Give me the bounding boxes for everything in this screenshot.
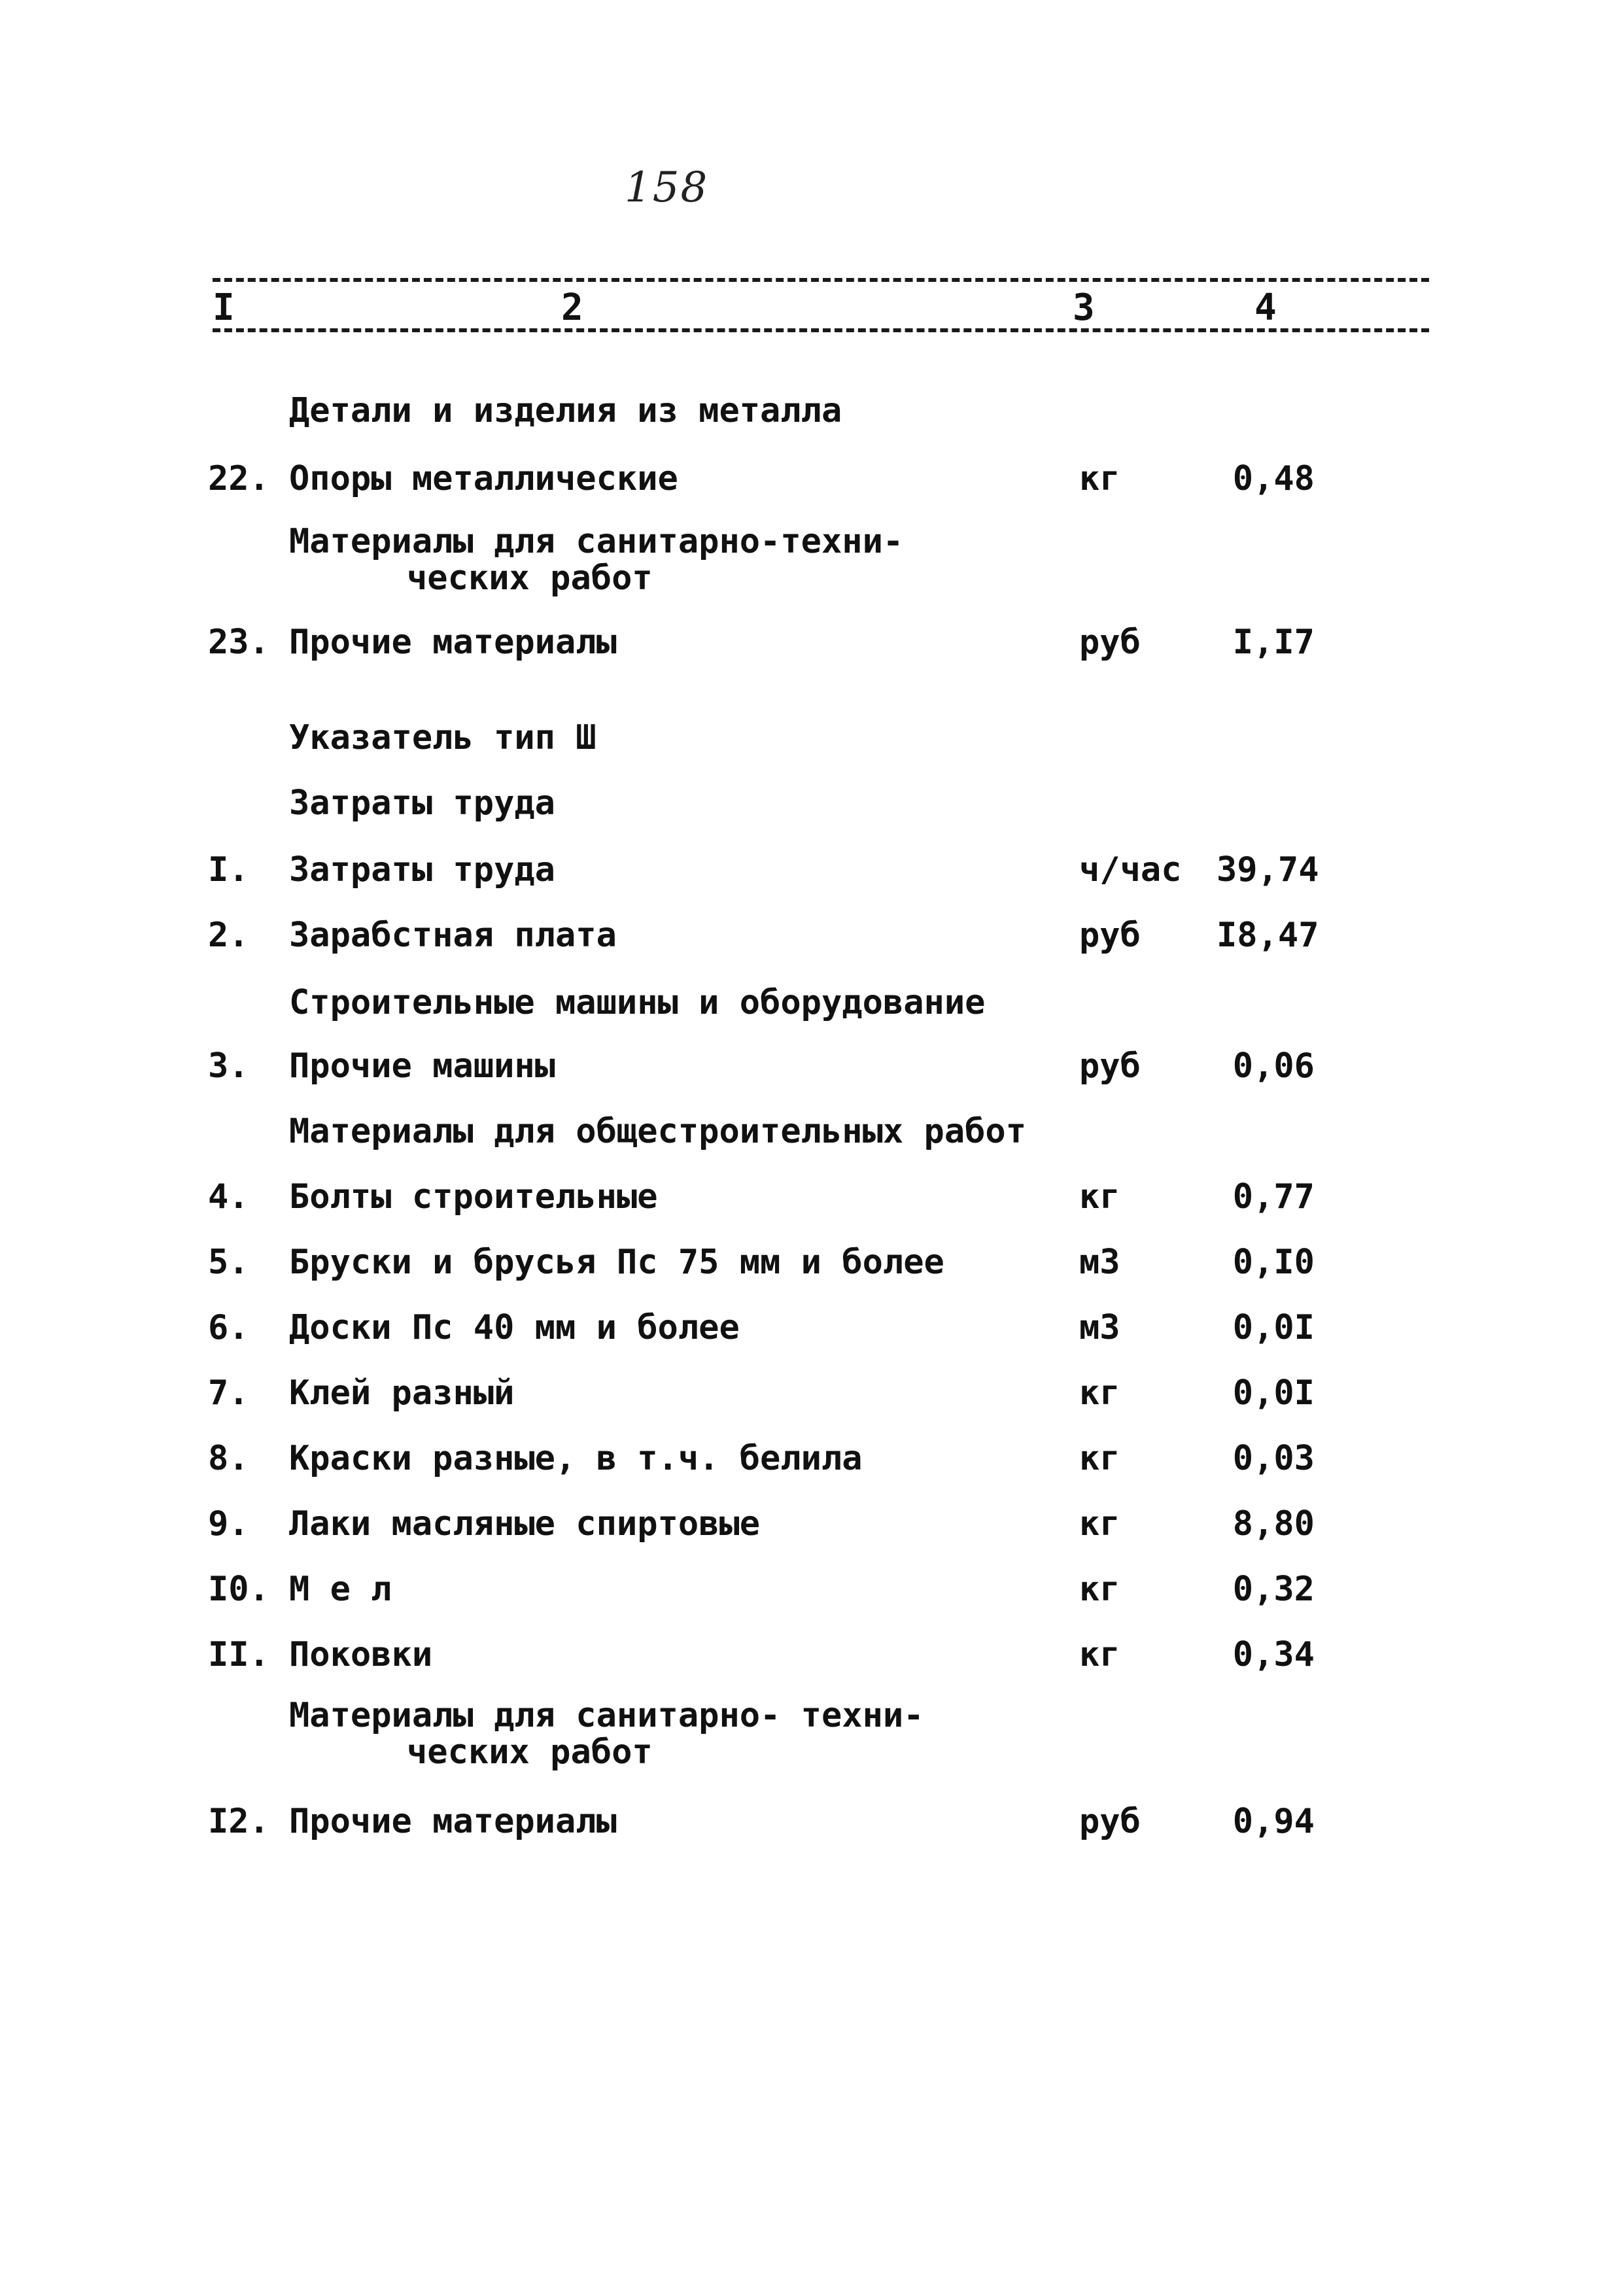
table-row	[0, 1243, 1624, 1288]
table-header-rule	[213, 328, 1429, 332]
row-name: Клей разный	[289, 1373, 515, 1413]
section-heading-line: Материалы для санитарно-техни-	[289, 522, 904, 561]
table-row	[0, 1635, 1624, 1681]
row-num: 22.	[208, 459, 269, 498]
section-heading-line: Материалы для общестроительных работ	[289, 1112, 1027, 1151]
row-name: Краски разные, в т.ч. белила	[289, 1439, 863, 1478]
row-name: Прочие материалы	[289, 623, 617, 662]
table-row	[0, 1504, 1624, 1550]
row-num: 4.	[208, 1177, 249, 1217]
section-heading	[289, 392, 842, 429]
section-heading-line: Детали и изделия из металла	[289, 391, 842, 430]
row-unit: кг	[1079, 1504, 1120, 1544]
table-row	[0, 850, 1624, 896]
row-unit: ч/час	[1079, 850, 1182, 889]
row-unit: кг	[1079, 1570, 1120, 1609]
table-row	[0, 1308, 1624, 1354]
row-value: 0,32	[1232, 1570, 1315, 1609]
row-num: I2.	[208, 1802, 269, 1841]
section-heading	[289, 1113, 1026, 1150]
row-name: Затраты труда	[289, 850, 555, 889]
row-value: I8,47	[1217, 916, 1319, 955]
row-num: 8.	[208, 1439, 249, 1478]
row-value: 0,0I	[1232, 1308, 1315, 1347]
row-name: Лаки масляные спиртовые	[289, 1504, 761, 1544]
row-value: 0,03	[1232, 1439, 1315, 1478]
row-unit: кг	[1079, 1177, 1120, 1217]
section-heading-line: ческих работ	[407, 559, 653, 598]
row-num: 7.	[208, 1373, 249, 1413]
row-name: Доски Пс 40 мм и более	[289, 1308, 740, 1347]
row-num: II.	[208, 1635, 269, 1674]
row-num: 9.	[208, 1504, 249, 1544]
section-heading-line: Указатель тип Ш	[289, 718, 596, 757]
row-name: Поковки	[289, 1635, 433, 1674]
row-num: I.	[208, 850, 249, 889]
row-num: 5.	[208, 1243, 249, 1282]
row-num: 6.	[208, 1308, 249, 1347]
table-row	[0, 1802, 1624, 1848]
row-value: 0,77	[1232, 1177, 1315, 1217]
table-row	[0, 1177, 1624, 1223]
row-num: 2.	[208, 916, 249, 955]
row-unit: кг	[1079, 1439, 1120, 1478]
row-unit: кг	[1079, 459, 1120, 498]
table-top-rule	[213, 278, 1429, 282]
row-unit: руб	[1079, 1046, 1141, 1086]
row-value: 0,I0	[1232, 1243, 1315, 1282]
row-unit: руб	[1079, 623, 1141, 662]
row-name: М е л	[289, 1570, 392, 1609]
section-heading-line: Материалы для санитарно- техни-	[289, 1696, 924, 1735]
row-name: Опоры металлические	[289, 459, 678, 498]
table-row	[0, 1373, 1624, 1419]
row-unit: кг	[1079, 1635, 1120, 1674]
header-col-2: 2	[561, 286, 583, 329]
section-heading	[289, 523, 903, 596]
table-row	[0, 459, 1624, 505]
row-value: 0,06	[1232, 1046, 1315, 1086]
section-heading-line: Затраты труда	[289, 784, 555, 823]
row-value: 0,48	[1232, 459, 1315, 498]
row-unit: руб	[1079, 916, 1141, 955]
table-row	[0, 623, 1624, 668]
row-value: 0,94	[1232, 1802, 1315, 1841]
table-row	[0, 1046, 1624, 1092]
table-row	[0, 1570, 1624, 1615]
row-name: Прочие машины	[289, 1046, 555, 1086]
section-heading-line: ческих работ	[407, 1733, 653, 1772]
row-value: 39,74	[1217, 850, 1319, 889]
row-unit: м3	[1079, 1308, 1120, 1347]
row-num: 3.	[208, 1046, 249, 1086]
row-unit: кг	[1079, 1373, 1120, 1413]
page-number: 158	[625, 164, 709, 212]
row-value: I,I7	[1232, 623, 1315, 662]
row-name: Прочие материалы	[289, 1802, 617, 1841]
header-col-3: 3	[1073, 286, 1095, 329]
row-value: 8,80	[1232, 1504, 1315, 1544]
row-name: Бруски и брусья Пс 75 мм и более	[289, 1243, 944, 1282]
table-row	[0, 916, 1624, 961]
header-col-4: 4	[1254, 286, 1277, 329]
row-unit: м3	[1079, 1243, 1120, 1282]
section-heading	[289, 785, 555, 821]
row-num: 23.	[208, 623, 269, 662]
section-heading-line: Строительные машины и оборудование	[289, 983, 986, 1022]
row-num: I0.	[208, 1570, 269, 1609]
section-heading	[289, 1697, 924, 1770]
row-unit: руб	[1079, 1802, 1141, 1841]
row-value: 0,0I	[1232, 1373, 1315, 1413]
header-col-1: I	[213, 286, 235, 329]
section-heading	[289, 719, 596, 756]
section-heading	[289, 984, 985, 1021]
table-row	[0, 1439, 1624, 1485]
row-name: Болты строительные	[289, 1177, 658, 1217]
row-name: Зарабстная плата	[289, 916, 617, 955]
row-value: 0,34	[1232, 1635, 1315, 1674]
